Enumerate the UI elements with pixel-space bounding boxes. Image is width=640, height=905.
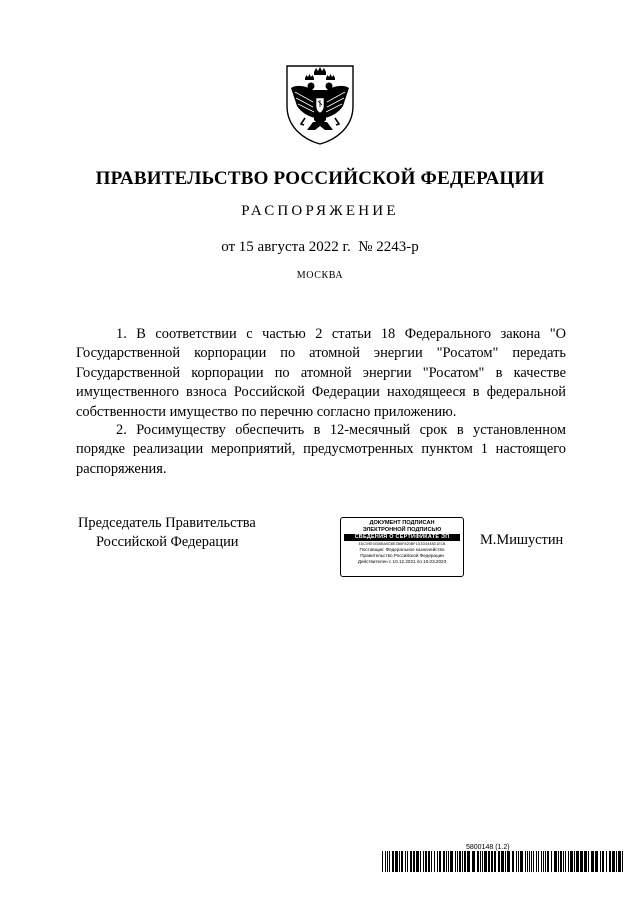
barcode-bar (420, 851, 421, 872)
stamp-validity: Действителен с 10.12.2021 по 10.03.2023 (357, 558, 447, 564)
barcode-bar (450, 851, 453, 872)
document-serial: 5800148 (1.2) (466, 844, 510, 851)
barcode-bar (407, 851, 408, 872)
barcode-bar (591, 851, 594, 872)
barcode-bar (443, 851, 445, 872)
barcode-bar (448, 851, 449, 872)
barcode-bar (600, 851, 601, 872)
barcode-bar (547, 851, 549, 872)
barcode-bar (612, 851, 615, 872)
barcode-bar (491, 851, 493, 872)
barcode-bar (580, 851, 583, 872)
barcode-bar (558, 851, 559, 872)
barcode-bar (459, 851, 461, 872)
barcode-bar (616, 851, 617, 872)
barcode-bar (618, 851, 621, 872)
electronic-signature-stamp (340, 517, 464, 577)
barcode-bar (405, 851, 406, 872)
barcode-bar (516, 851, 517, 872)
barcode-bar (457, 851, 458, 872)
barcode-bar (545, 851, 546, 872)
barcode-bar (570, 851, 573, 872)
barcode-bar (568, 851, 569, 872)
barcode-bar (536, 851, 537, 872)
barcode-bar (518, 851, 519, 872)
barcode-bar (439, 851, 441, 872)
barcode-bar (399, 851, 400, 872)
barcode-bar (584, 851, 587, 872)
barcode-bar (395, 851, 398, 872)
coat-of-arms-emblem (283, 62, 357, 146)
barcode-bar (507, 851, 510, 872)
barcode-bar (385, 851, 386, 872)
barcode-bar (595, 851, 598, 872)
barcode-bar (565, 851, 566, 872)
barcode-bar (529, 851, 530, 872)
position-line-1: Председатель Правительства (78, 515, 256, 531)
barcode-bar (531, 851, 532, 872)
barcode-bar (494, 851, 496, 872)
barcode-bar (505, 851, 506, 872)
paragraph-1: 1. В соответствии с частью 2 статьи 18 Федерального закона "О Государственной корпорации по атомной энергии "Росатом" передать Государственной корпорации по атомной энергии "Росатом" в качестве имущественного взноса Российской Федерации находящееся в федеральной собственности имущество по перечню согласно приложению. (76, 326, 566, 420)
barcode-bar (563, 851, 564, 872)
stamp-owner: Правительство Российской Федерации (360, 552, 444, 558)
barcode-bar (472, 851, 475, 872)
barcode-bar (389, 851, 390, 872)
barcode-bar (554, 851, 557, 872)
barcode-bar (588, 851, 589, 872)
organization-title: ПРАВИТЕЛЬСТВО РОССИЙСКОЙ ФЕДЕРАЦИИ (95, 168, 545, 189)
barcode-bar (423, 851, 424, 872)
stamp-supplier: Поставщик: Федеральное казначейство (359, 547, 445, 553)
barcode-bar (512, 851, 514, 872)
barcode-bar (574, 851, 575, 872)
document-type: РАСПОРЯЖЕНИЕ (241, 203, 399, 219)
barcode-bar (401, 851, 403, 872)
stamp-line-2: ЭЛЕКТРОННОЙ ПОДПИСЬЮ (362, 526, 442, 533)
barcode-bar (501, 851, 504, 872)
barcode-bar (413, 851, 415, 872)
signatory-name: М.Мишустин (480, 532, 564, 548)
barcode (382, 851, 623, 872)
barcode-bar (387, 851, 388, 872)
barcode-bar (455, 851, 456, 872)
paragraph-2: 2. Росимуществу обеспечить в 12-месячный срок в установленном порядке реализации мероприятий, предусмотренных пунктом 1 настоящего распоряжения. (76, 422, 566, 477)
position-line-2: Российской Федерации (96, 534, 239, 550)
barcode-bar (467, 851, 470, 872)
barcode-bar (392, 851, 394, 872)
barcode-bar (425, 851, 427, 872)
stamp-certificate: 4DC09E0036BA0D8E3B6F820BF1D3D4448D1E1B (358, 542, 446, 547)
barcode-bar (551, 851, 552, 872)
barcode-bar (609, 851, 611, 872)
city: МОСКВА (296, 270, 344, 281)
barcode-bar (488, 851, 490, 872)
barcode-bar (484, 851, 487, 872)
signatory-position (78, 514, 256, 552)
document-number: № 2243-р (358, 239, 419, 255)
barcode-bar (477, 851, 479, 872)
barcode-bar (520, 851, 523, 872)
barcode-bar (606, 851, 607, 872)
barcode-bar (498, 851, 500, 872)
paragraph-2-container (76, 421, 566, 479)
barcode-bar (543, 851, 544, 872)
barcode-bar (576, 851, 579, 872)
barcode-bar (525, 851, 526, 872)
barcode-bar (446, 851, 447, 872)
barcode-bar (560, 851, 562, 872)
barcode-bar (410, 851, 412, 872)
barcode-bar (464, 851, 466, 872)
barcode-bar (482, 851, 483, 872)
barcode-bar (416, 851, 419, 872)
barcode-bar (533, 851, 534, 872)
barcode-bar (431, 851, 432, 872)
stamp-line-1: ДОКУМЕНТ ПОДПИСАН (369, 520, 435, 526)
barcode-bar (428, 851, 430, 872)
barcode-bar (527, 851, 528, 872)
barcode-bar (538, 851, 539, 872)
barcode-bar (622, 851, 623, 872)
barcode-bar (434, 851, 435, 872)
barcode-bar (480, 851, 481, 872)
barcode-bar (602, 851, 604, 872)
stamp-banner: СВЕДЕНИЯ О СЕРТИФИКАТЕ ЭП (344, 534, 460, 541)
barcode-bar (541, 851, 542, 872)
date-number-line (0, 239, 640, 256)
barcode-bar (382, 851, 383, 872)
document-date: от 15 августа 2022 г. (221, 239, 351, 255)
barcode-bar (462, 851, 463, 872)
barcode-bar (437, 851, 438, 872)
paragraph-1-container (76, 325, 566, 422)
